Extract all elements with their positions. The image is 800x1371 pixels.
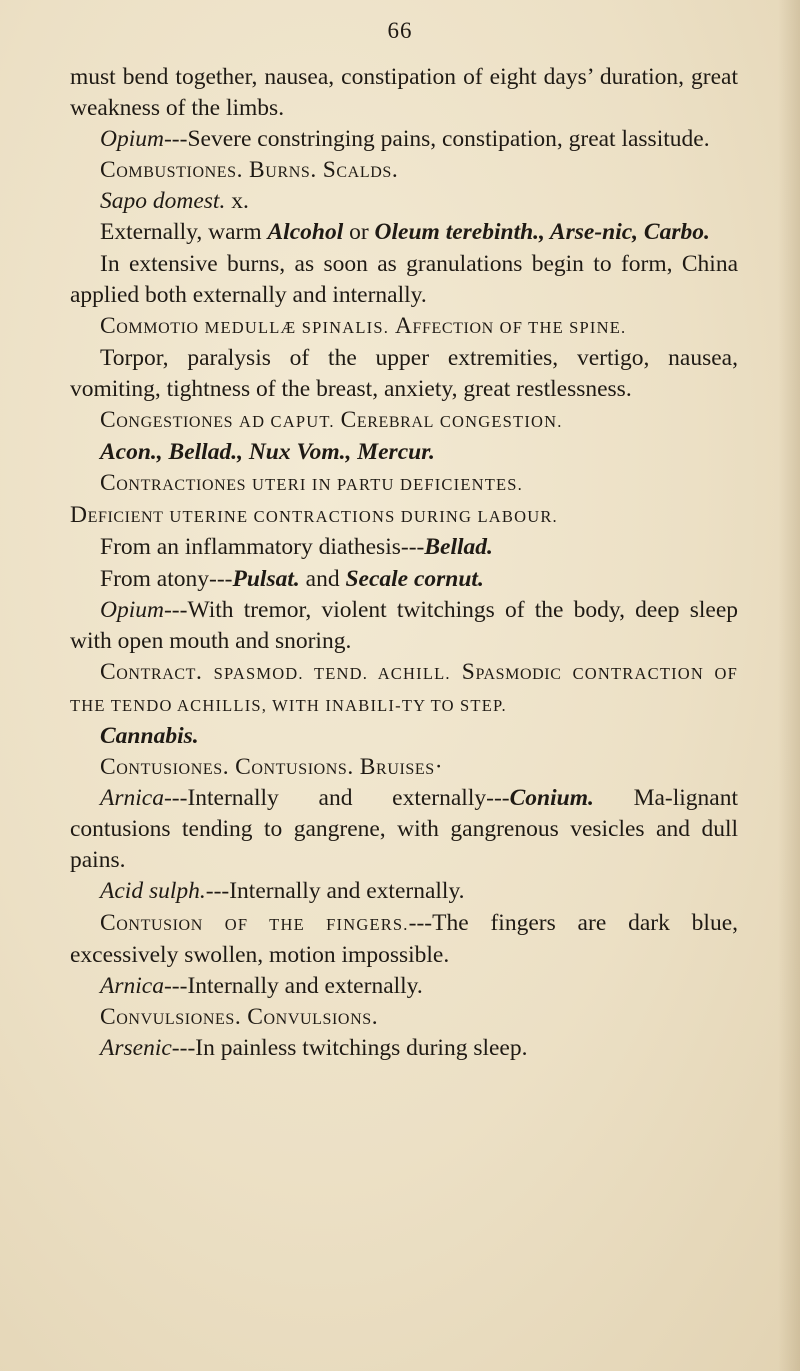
heading-english: CONTRACTION OF THE TENDO ACHILLIS, WITH INABILI-TY TO STEP. bbox=[70, 663, 739, 715]
text-line: ---Internally and externally. bbox=[163, 972, 423, 999]
text-line: ---The fingers are dark blue, excessively swollen, motion impossible. bbox=[70, 909, 739, 968]
heading-english: Deficient bbox=[70, 502, 164, 529]
text-line: Externally, warm bbox=[100, 219, 268, 246]
text-line: and bbox=[299, 565, 346, 592]
remedy-name: Arsenic bbox=[100, 1034, 172, 1061]
heading-latin: Congestiones bbox=[100, 407, 234, 434]
paragraph-arnica-conium bbox=[70, 783, 738, 876]
text-line: Ma-lignant contusions tending to gangrene, with gangrenous vesicles and dull pains. bbox=[70, 785, 738, 874]
text-line: From an inflammatory diathesis--- bbox=[100, 534, 425, 561]
paragraph-atony bbox=[70, 564, 738, 595]
paragraph-acon bbox=[70, 437, 738, 468]
heading-burns bbox=[70, 155, 738, 186]
paragraph-extensive-burns bbox=[70, 249, 738, 311]
paragraph-opium-tremor bbox=[70, 595, 738, 657]
remedy-name: Secale cornut. bbox=[345, 565, 484, 592]
text-line: In extensive burns, as soon as granulations begin to form, China applied both externally and internally. bbox=[70, 250, 738, 308]
text-line: From atony--- bbox=[100, 565, 233, 592]
paragraph-continuation bbox=[70, 62, 738, 124]
remedy-name: Conium. bbox=[509, 785, 594, 812]
text-line: ---With tremor, violent twitchings of the body, deep sleep with open mouth and snoring. bbox=[70, 596, 738, 654]
heading-latin: Contusiones. bbox=[100, 754, 230, 781]
heading-latin: Combustiones. bbox=[100, 157, 244, 184]
page-body bbox=[70, 62, 738, 1064]
paragraph-externally bbox=[70, 217, 738, 248]
remedy-name: Sapo domest. bbox=[100, 188, 226, 215]
text-line: Torpor, paralysis of the upper extremities, vertigo, nausea, vomiting, tightness of the breast, anxiety, great restlessness. bbox=[70, 344, 738, 402]
heading-spine bbox=[70, 311, 738, 343]
remedy-name: Arnica bbox=[100, 785, 164, 812]
text-line: ---Severe constringing pains, constipation, great lassitude. bbox=[163, 126, 710, 153]
heading-english: OF THE SPINE. bbox=[499, 317, 627, 337]
heading-latin: Convulsiones. bbox=[100, 1003, 242, 1030]
heading-english: Spasmodic bbox=[461, 658, 562, 685]
heading-english: Burns. bbox=[249, 157, 317, 184]
heading-latin: UTERI IN PARTU DEFICIENTES. bbox=[252, 475, 523, 495]
heading-english: Affection bbox=[394, 312, 494, 339]
heading-english: Contusions. bbox=[235, 754, 354, 781]
heading-english: Scalds. bbox=[322, 157, 399, 184]
heading-latin: AD CAPUT. bbox=[238, 412, 335, 432]
paragraph-opium-constipation bbox=[70, 124, 738, 155]
heading-english: Convulsions. bbox=[247, 1003, 379, 1030]
remedy-name: Opium bbox=[100, 126, 164, 153]
heading-english: Cerebral bbox=[340, 407, 434, 434]
remedy-name: Pulsat. bbox=[232, 565, 300, 592]
page-number: 66 bbox=[387, 18, 413, 43]
text-line: or bbox=[343, 219, 375, 246]
heading-spasmodic bbox=[70, 657, 738, 721]
paragraph-arsenic bbox=[70, 1033, 738, 1064]
text-line: ---In painless twitchings during sleep. bbox=[171, 1034, 528, 1061]
heading-latin: Commotio bbox=[100, 312, 199, 339]
remedy-name: Bellad. bbox=[424, 534, 493, 561]
text-line: must bend together, nausea, constipation of eight days’ duration, great weakness of the limbs. bbox=[70, 64, 738, 122]
heading-latin: SPASMOD. TEND. ACHILL. bbox=[213, 663, 451, 683]
paragraph-sapo bbox=[70, 186, 738, 217]
heading-congestion bbox=[70, 405, 738, 437]
heading-latin: MEDULLÆ SPINALIS. bbox=[204, 317, 390, 337]
text-line: ---Internally and externally--- bbox=[163, 785, 510, 812]
heading-latin: Contract. bbox=[100, 658, 203, 685]
remedy-name: Arnica bbox=[100, 972, 164, 999]
heading-english: OF THE FINGERS. bbox=[224, 914, 409, 934]
remedy-name: Oleum terebinth., Arse-nic, Carbo. bbox=[374, 219, 710, 246]
remedy-name: Cannabis. bbox=[100, 722, 199, 749]
paragraph-cannabis bbox=[70, 721, 738, 752]
page-edge-shadow bbox=[778, 0, 800, 1371]
paragraph-arnica bbox=[70, 971, 738, 1002]
heading-english: Contusion bbox=[100, 909, 203, 936]
remedy-name: Alcohol bbox=[267, 219, 344, 246]
heading-english: UTERINE CONTRACTIONS DURING LABOUR. bbox=[169, 507, 558, 527]
paragraph-fingers bbox=[70, 908, 738, 971]
heading-english: CONGESTION. bbox=[439, 412, 563, 432]
heading-convulsions bbox=[70, 1002, 738, 1033]
text-line: ---Internally and externally. bbox=[205, 878, 465, 905]
heading-uterine bbox=[70, 468, 738, 532]
remedy-name: Acon., Bellad., Nux Vom., Mercur. bbox=[100, 439, 435, 466]
paragraph-inflammatory bbox=[70, 532, 738, 563]
paragraph-torpor bbox=[70, 343, 738, 405]
paragraph-acid-sulph bbox=[70, 876, 738, 907]
heading-latin: Contractiones bbox=[100, 470, 247, 497]
heading-english: Bruises· bbox=[359, 754, 444, 781]
heading-contusions bbox=[70, 752, 738, 783]
text-line: x. bbox=[225, 188, 249, 215]
remedy-name: Acid sulph. bbox=[100, 878, 206, 905]
remedy-name: Opium bbox=[100, 596, 164, 623]
